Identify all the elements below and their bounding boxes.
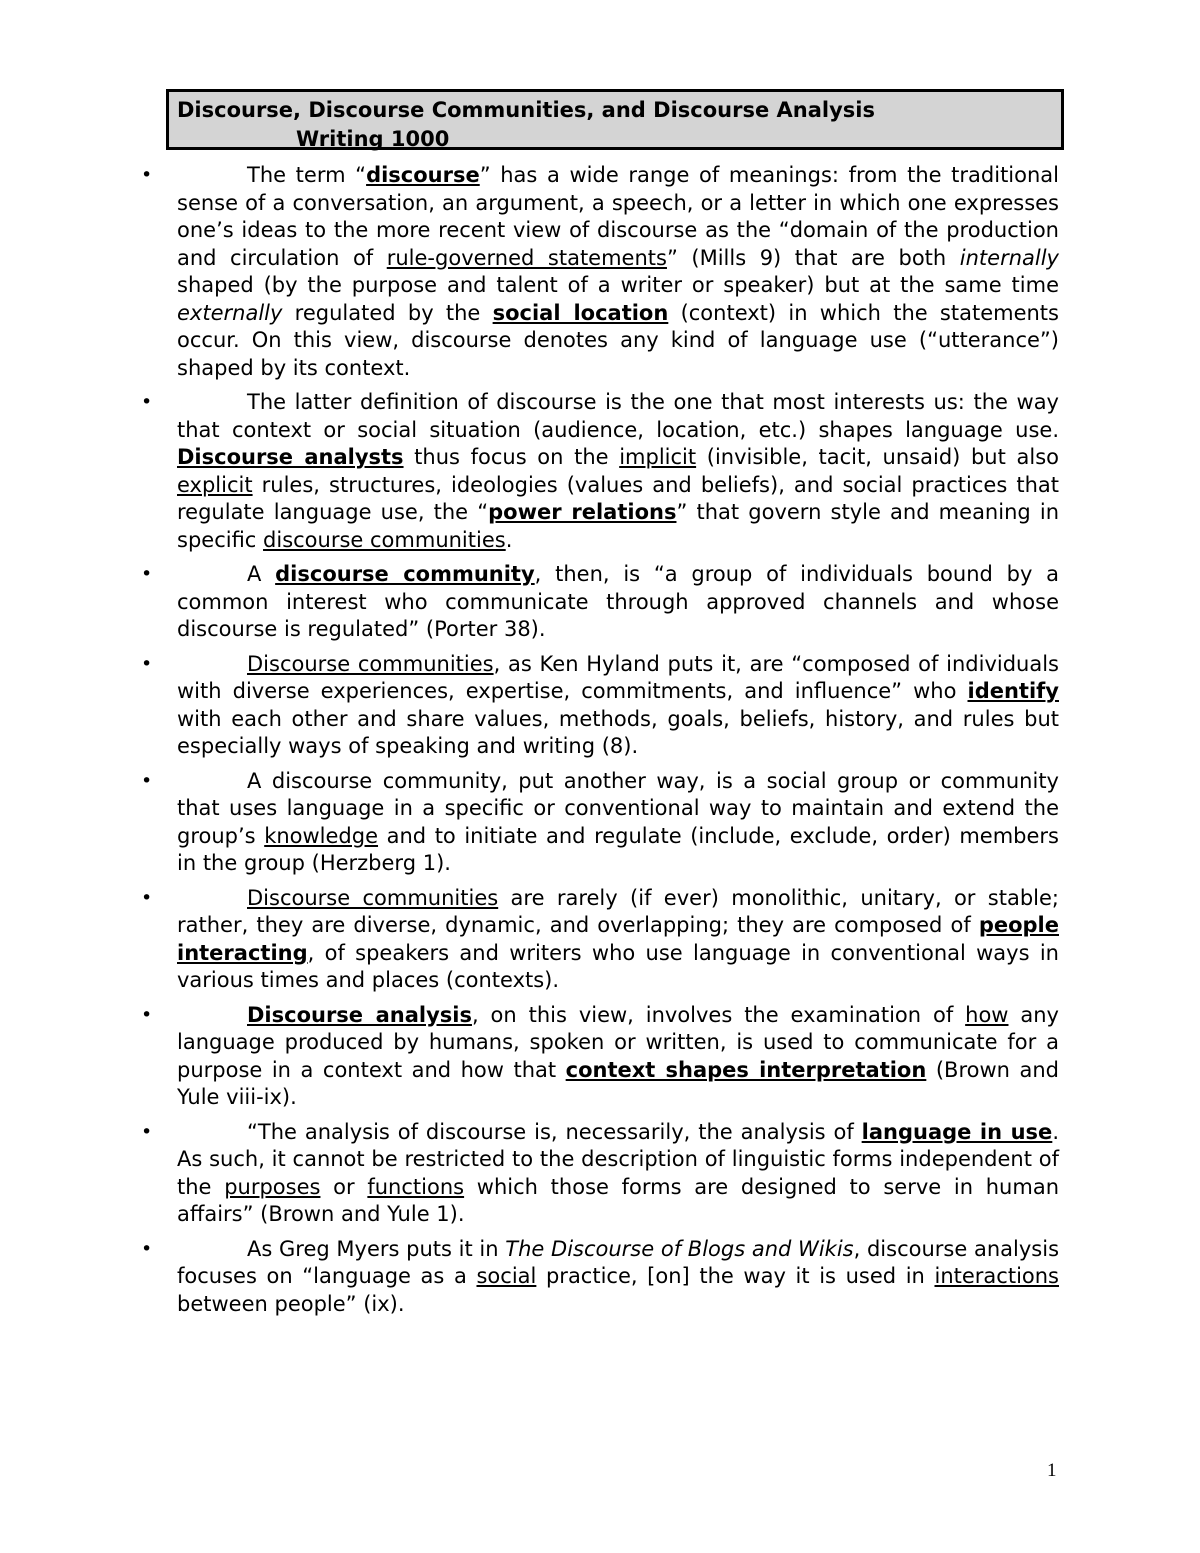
paragraph-text: , then, is “a group of individuals bound by a common interest who communicate through approved channels and whose discourse is regulated” (Porter 38). [177,562,1060,641]
key-term: context shapes interpretation [565,1057,927,1082]
bullet-item [0,651,1200,761]
paragraph-text: ” (Mills 9) that are both [666,245,960,270]
key-term: social location [492,300,669,325]
key-term: Discourse analysis [247,1002,472,1027]
paragraph-text: with each other and share values, methods, goals, beliefs, history, and rules but especially ways of speaking and writing (8). [177,706,1059,758]
paragraph-text: are rarely (if ever) monolithic, unitary, or stable; rather, they are diverse, dynamic, and overlapping; they are composed of [177,885,1059,937]
paragraph-text: rules, structures, ideologies (values and beliefs), and social practices that regulate language use, the “ [177,472,1059,524]
key-term: discourse community [275,562,535,586]
bullet-icon: • [141,1120,153,1143]
bullet-item [0,768,1200,878]
underlined-term: rule-governed statements [386,245,667,270]
key-term: power relations [488,500,677,524]
underlined-term: explicit [177,472,253,497]
bullet-icon: • [141,1003,153,1026]
key-term: discourse [366,163,480,187]
paragraph-text: (Brown and Yule viii-ix). [177,1057,1059,1109]
paragraph-text: The latter definition of discourse is the one that most interests us: the way that context or social situation (audience, location, etc.) shapes language use. [177,390,1059,442]
bullet-icon: • [141,391,153,413]
bullet-paragraph [177,885,1059,995]
bullet-icon: • [141,886,153,909]
bullet-paragraph [177,1002,1059,1112]
bullet-paragraph [177,1119,1059,1229]
paragraph-text: The term “ [247,163,367,187]
bullet-icon: • [141,563,153,585]
bullet-paragraph [177,1236,1059,1319]
bullet-list [0,162,1200,1325]
italic-text: internally [959,245,1059,270]
bullet-paragraph [177,389,1059,554]
bullet-item [0,561,1200,644]
paragraph-text: , on this view, involves the examination of [471,1002,966,1027]
paragraph-text: . [505,527,513,552]
paragraph-text: ” has a wide range of meanings: from the traditional sense of a conversation, an argument, a speech, or a letter in which one expresses one’s ideas to the more recent view of discourse as the “domain of the production and circulation of [177,163,1060,270]
bullet-paragraph [177,162,1059,382]
paragraph-text: , discourse analysis focuses on “language as a [177,1236,1060,1288]
underlined-term: implicit [619,445,697,469]
paragraph-text: any language produced by humans, spoken or written, is used to communicate for a purpose in a context and how that [177,1002,1059,1082]
bullet-item [0,389,1200,554]
underlined-term: functions [367,1174,465,1199]
key-term: language in use [861,1119,1053,1144]
paragraph-text: and to initiate and regulate (include, exclude, order) members in the group (Herzberg 1). [177,823,1059,875]
paragraph-text: practice, [on] the way it is used in [536,1264,935,1288]
italic-text: externally [177,300,283,325]
bullet-item [0,1119,1200,1229]
underlined-term: Discourse communities [247,885,499,910]
paragraph-text: (context) in which the statements occur. On this view, discourse denotes any kind of language use (“utterance”) shaped by its context. [177,300,1059,380]
paragraph-text: (invisible, tacit, unsaid) but also [696,445,1059,469]
paragraph-text: A discourse community, put another way, is a social group or community that uses language in a specific or conventional way to maintain and extend the group’s [177,768,1059,848]
underlined-term: how [965,1002,1009,1027]
underlined-term: social [476,1264,537,1288]
paragraph-text: which those forms are designed to serve in human affairs” (Brown and Yule 1). [177,1174,1060,1226]
key-term: Discourse analysts [177,445,404,469]
paragraph-text: ” that govern style and meaning in specific [177,500,1060,552]
course-name: Writing 1000 [296,127,450,151]
paragraph-text: regulated by the [282,300,493,325]
underlined-term: knowledge [264,823,379,848]
bullet-paragraph [177,768,1059,878]
bullet-item [0,1002,1200,1112]
key-term: people interacting [177,913,1059,965]
bullet-icon: • [141,769,153,792]
paragraph-text: , of speakers and writers who use language in conventional ways in various times and places (contexts). [177,940,1059,992]
paragraph-text: . As such, it cannot be restricted to the description of linguistic forms independent of the [177,1119,1059,1199]
key-term: identify [967,679,1059,703]
underlined-term: Discourse communities [247,651,494,676]
paragraph-text: , as Ken Hyland puts it, are “composed of individuals with diverse experiences, expertise, commitments, and influence” who [177,651,1059,703]
underlined-term: interactions [934,1264,1059,1288]
bullet-paragraph [177,561,1059,644]
bullet-icon: • [141,164,153,186]
paragraph-text: A [247,562,276,586]
bullet-icon: • [141,1237,153,1260]
italic-text: The Discourse of Blogs and Wikis [505,1236,854,1261]
document-title: Discourse, Discourse Communities, and Discourse Analysis [177,98,875,122]
page-number: 1 [1047,1460,1057,1481]
bullet-icon: • [141,652,153,675]
underlined-term: purposes [224,1174,321,1199]
paragraph-text: shaped (by the purpose and talent of a writer or speaker) but at the same time [177,273,1059,297]
paragraph-text: between people” (ix). [177,1291,405,1316]
paragraph-text: or [320,1174,368,1199]
bullet-item [0,1236,1200,1319]
bullet-paragraph [177,651,1059,761]
paragraph-text: As Greg Myers puts it in [247,1236,506,1261]
underlined-term: discourse communities [263,527,506,552]
bullet-item [0,885,1200,995]
bullet-item [0,162,1200,382]
paragraph-text: thus focus on the [403,445,620,469]
title-box [166,89,1064,150]
paragraph-text: “The analysis of discourse is, necessarily, the analysis of [247,1119,862,1144]
